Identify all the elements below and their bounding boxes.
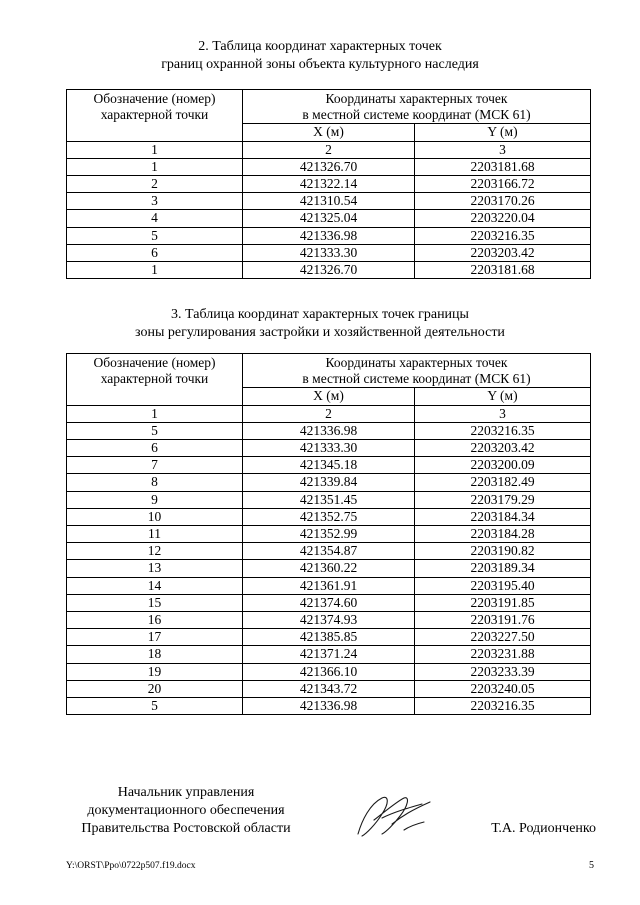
table3-cell-y-coordinate: 2203203.42 <box>415 440 591 457</box>
table3-header-col1-line1: Обозначение (номер) <box>93 355 216 370</box>
table2-cell-x-coordinate: 421325.04 <box>243 210 415 227</box>
table3-cell-point-number: 16 <box>67 612 243 629</box>
table2-cell-point-number: 5 <box>67 227 243 244</box>
table3-cell-x-coordinate: 421336.98 <box>243 698 415 715</box>
table3-header-coordinates <box>243 354 591 388</box>
table3-cell-y-coordinate: 2203216.35 <box>415 422 591 439</box>
table3-header-point-designation <box>67 354 243 406</box>
table2-cell-y-coordinate: 2203170.26 <box>415 193 591 210</box>
table3-cell-x-coordinate: 421351.45 <box>243 491 415 508</box>
table3-cell-y-coordinate: 2203200.09 <box>415 457 591 474</box>
table2-cell-x-coordinate: 421336.98 <box>243 227 415 244</box>
table3-cell-point-number: 5 <box>67 422 243 439</box>
table3-coordinates <box>66 353 591 715</box>
table3-row <box>67 491 591 508</box>
table3-cell-x-coordinate: 421361.91 <box>243 577 415 594</box>
table2-body <box>67 158 591 278</box>
table3-header-number-3: 3 <box>415 405 591 422</box>
table3-cell-x-coordinate: 421360.22 <box>243 560 415 577</box>
signatory-title <box>66 784 306 838</box>
table3-row <box>67 508 591 525</box>
table3-caption <box>0 306 640 342</box>
table3-cell-y-coordinate: 2203189.34 <box>415 560 591 577</box>
table3-row <box>67 698 591 715</box>
table3-cell-y-coordinate: 2203179.29 <box>415 491 591 508</box>
table3-cell-y-coordinate: 2203240.05 <box>415 680 591 697</box>
table3-header-coords-line1: Координаты характерных точек <box>325 355 508 370</box>
table3-cell-y-coordinate: 2203191.85 <box>415 594 591 611</box>
table3-cell-x-coordinate: 421339.84 <box>243 474 415 491</box>
table3-header-col1-line2: характерной точки <box>100 371 209 387</box>
table3-cell-point-number: 5 <box>67 698 243 715</box>
table3-cell-y-coordinate: 2203184.34 <box>415 508 591 525</box>
table2-header-x: X (м) <box>243 124 415 141</box>
table3-cell-x-coordinate: 421385.85 <box>243 629 415 646</box>
table2-cell-y-coordinate: 2203203.42 <box>415 244 591 261</box>
table2-row <box>67 210 591 227</box>
signatory-title-line3: Правительства Ростовской области <box>81 821 291 836</box>
table3-cell-x-coordinate: 421352.75 <box>243 508 415 525</box>
table3-header-y: Y (м) <box>415 388 591 405</box>
table2-row <box>67 244 591 261</box>
table2-header-y: Y (м) <box>415 124 591 141</box>
table3-cell-y-coordinate: 2203216.35 <box>415 698 591 715</box>
table2-cell-y-coordinate: 2203181.68 <box>415 158 591 175</box>
table3-row <box>67 560 591 577</box>
table3-cell-point-number: 10 <box>67 508 243 525</box>
table2-caption <box>0 38 640 74</box>
table3-cell-point-number: 18 <box>67 646 243 663</box>
table3-cell-y-coordinate: 2203233.39 <box>415 663 591 680</box>
table3-header-row1 <box>67 354 591 388</box>
table3-row <box>67 543 591 560</box>
table3-cell-y-coordinate: 2203227.50 <box>415 629 591 646</box>
table3-row <box>67 577 591 594</box>
table3-row <box>67 629 591 646</box>
table3-header-numbers-row <box>67 405 591 422</box>
signatory-name: Т.А. Родионченко <box>491 821 596 836</box>
table2-cell-point-number: 4 <box>67 210 243 227</box>
table3-cell-y-coordinate: 2203182.49 <box>415 474 591 491</box>
table3-row <box>67 594 591 611</box>
table3-caption-line1: 3. Таблица координат характерных точек границы <box>171 307 469 322</box>
table2-row <box>67 227 591 244</box>
table2-row <box>67 176 591 193</box>
table3-cell-y-coordinate: 2203195.40 <box>415 577 591 594</box>
table2-header-number-3: 3 <box>415 141 591 158</box>
table2-header-number-2: 2 <box>243 141 415 158</box>
table3-row <box>67 612 591 629</box>
table2-cell-x-coordinate: 421310.54 <box>243 193 415 210</box>
table3-cell-y-coordinate: 2203190.82 <box>415 543 591 560</box>
table2-cell-point-number: 3 <box>67 193 243 210</box>
table3-cell-point-number: 13 <box>67 560 243 577</box>
table3-cell-point-number: 8 <box>67 474 243 491</box>
table2-row <box>67 158 591 175</box>
table3-row <box>67 646 591 663</box>
file-path: Y:\ORST\Ppo\0722p507.f19.docx <box>66 861 196 871</box>
table2-header-col1-line2: характерной точки <box>100 107 209 123</box>
table3-body <box>67 422 591 714</box>
table3-cell-x-coordinate: 421371.24 <box>243 646 415 663</box>
table2-cell-y-coordinate: 2203220.04 <box>415 210 591 227</box>
table2-header-col1-line1: Обозначение (номер) <box>93 91 216 106</box>
table2-cell-point-number: 1 <box>67 262 243 279</box>
table2-header-coords-line2: в местной системе координат (МСК 61) <box>302 107 531 123</box>
table3-cell-x-coordinate: 421336.98 <box>243 422 415 439</box>
table3-cell-x-coordinate: 421352.99 <box>243 526 415 543</box>
table3-cell-point-number: 6 <box>67 440 243 457</box>
table3-caption-line2: зоны регулирования застройки и хозяйственной деятельности <box>135 325 505 340</box>
table2-header-numbers-row <box>67 141 591 158</box>
page-number: 5 <box>589 860 594 871</box>
table2-header-row1 <box>67 90 591 124</box>
table3-header-number-2: 2 <box>243 405 415 422</box>
table3-row <box>67 663 591 680</box>
table3-cell-y-coordinate: 2203231.88 <box>415 646 591 663</box>
table2-cell-y-coordinate: 2203181.68 <box>415 262 591 279</box>
table2-header-point-designation <box>67 90 243 142</box>
table3-row <box>67 680 591 697</box>
table3-header-number-1: 1 <box>67 405 243 422</box>
table3-row <box>67 422 591 439</box>
table2-cell-point-number: 1 <box>67 158 243 175</box>
signatory-title-line2: документационного обеспечения <box>87 803 285 818</box>
table3-cell-point-number: 12 <box>67 543 243 560</box>
table3-cell-point-number: 17 <box>67 629 243 646</box>
signatory-title-line1: Начальник управления <box>117 785 255 800</box>
table3-cell-x-coordinate: 421354.87 <box>243 543 415 560</box>
table3-cell-x-coordinate: 421333.30 <box>243 440 415 457</box>
table2-cell-y-coordinate: 2203216.35 <box>415 227 591 244</box>
table3-row <box>67 526 591 543</box>
table2-cell-point-number: 2 <box>67 176 243 193</box>
table3-header-x: X (м) <box>243 388 415 405</box>
table3-cell-point-number: 11 <box>67 526 243 543</box>
table2-header-number-1: 1 <box>67 141 243 158</box>
table2-header-coords-line1: Координаты характерных точек <box>325 91 508 106</box>
table2-cell-x-coordinate: 421326.70 <box>243 262 415 279</box>
table2-caption-line2: границ охранной зоны объекта культурного наследия <box>161 57 479 72</box>
table3-row <box>67 474 591 491</box>
table2-cell-x-coordinate: 421333.30 <box>243 244 415 261</box>
table3-row <box>67 440 591 457</box>
table3-cell-x-coordinate: 421374.60 <box>243 594 415 611</box>
table3-cell-point-number: 15 <box>67 594 243 611</box>
table2-cell-point-number: 6 <box>67 244 243 261</box>
table3-cell-point-number: 20 <box>67 680 243 697</box>
table3-cell-point-number: 9 <box>67 491 243 508</box>
table3-cell-y-coordinate: 2203191.76 <box>415 612 591 629</box>
table2-row <box>67 262 591 279</box>
table3-cell-point-number: 14 <box>67 577 243 594</box>
table3-cell-point-number: 19 <box>67 663 243 680</box>
table2-row <box>67 193 591 210</box>
table2-coordinates <box>66 89 591 279</box>
handwritten-signature <box>352 790 436 842</box>
table2-cell-y-coordinate: 2203166.72 <box>415 176 591 193</box>
table2-cell-x-coordinate: 421326.70 <box>243 158 415 175</box>
table3-cell-x-coordinate: 421366.10 <box>243 663 415 680</box>
table2-caption-line1: 2. Таблица координат характерных точек <box>198 39 442 54</box>
table3-cell-point-number: 7 <box>67 457 243 474</box>
table2-header-coordinates <box>243 90 591 124</box>
table2-cell-x-coordinate: 421322.14 <box>243 176 415 193</box>
table3-cell-x-coordinate: 421343.72 <box>243 680 415 697</box>
table3-cell-y-coordinate: 2203184.28 <box>415 526 591 543</box>
table3-cell-x-coordinate: 421374.93 <box>243 612 415 629</box>
table3-row <box>67 457 591 474</box>
table3-header-coords-line2: в местной системе координат (МСК 61) <box>302 371 531 387</box>
table3-cell-x-coordinate: 421345.18 <box>243 457 415 474</box>
